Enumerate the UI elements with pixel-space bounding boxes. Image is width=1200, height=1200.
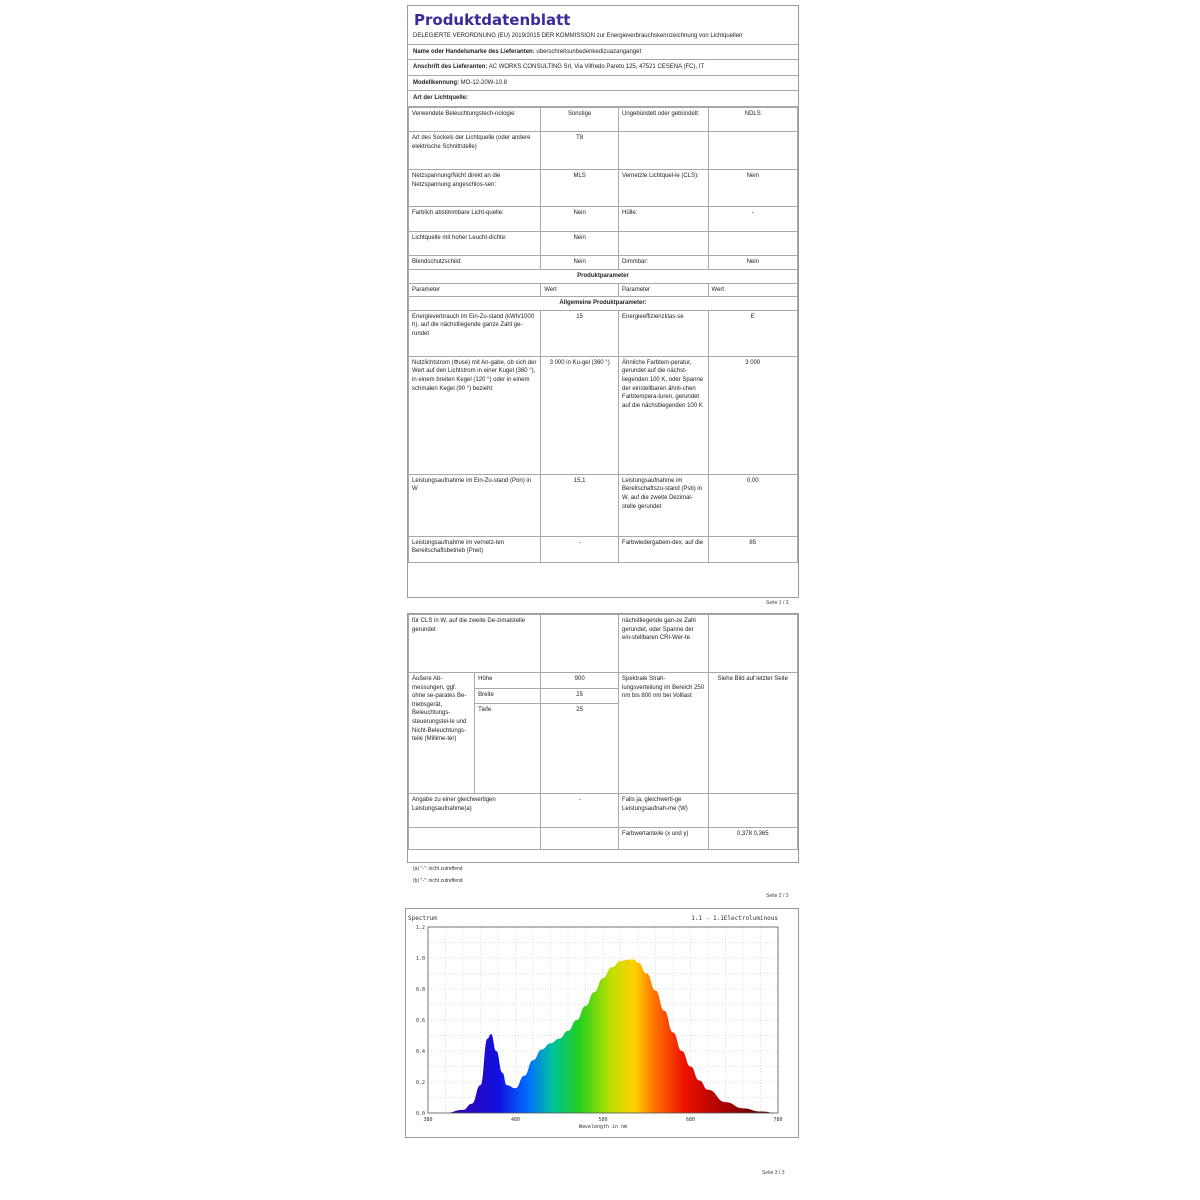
params-table-continued xyxy=(408,614,798,850)
param-header-4: Wert xyxy=(708,283,797,297)
supplier-name-label: Name oder Handelsmarke des Lieferanten: xyxy=(413,48,535,55)
param-value: Nein xyxy=(541,255,619,269)
supplier-address-label: Anschrift des Lieferanten: xyxy=(413,64,488,71)
param-label: Blendschutzschild: xyxy=(409,255,541,269)
param-label: Farbwiedergabein-dex, auf die xyxy=(619,536,708,562)
x-tick-label: 480 xyxy=(510,1117,521,1123)
light-source-row xyxy=(409,169,798,206)
param-value: MLS xyxy=(541,169,619,206)
param-header-2: Wert xyxy=(541,283,619,297)
page-number-2: Seite 2 / 3 xyxy=(766,893,789,899)
spectrum-chart xyxy=(405,908,799,1138)
y-tick-label: 0.8 xyxy=(415,987,425,993)
param-value: - xyxy=(541,536,619,562)
spectral-value: Siehe Bild auf letzter Seite xyxy=(708,673,797,794)
x-tick-label: 380 xyxy=(423,1117,433,1123)
general-param-row xyxy=(409,310,798,356)
light-source-row xyxy=(409,206,798,231)
param-value xyxy=(708,231,797,255)
param-label: Leistungsaufnahme im vernetz-ten Bereitschaftsbetrieb (Pnet) xyxy=(409,536,541,562)
chromaticity-value: 0,378 0,365 xyxy=(708,828,797,850)
param-value: 15 xyxy=(541,310,619,356)
footnote-a: (a) "-": nicht zutreffend xyxy=(413,866,463,872)
dimension-value-width: 25 xyxy=(541,688,619,704)
param-label: Energieverbrauch im Ein-Zu-stand (kWh/1000 h), auf die nächstliegende ganze Zahl ge-rundet xyxy=(409,310,541,356)
param-label: Verwendete Beleuchtungstech-nologie: xyxy=(409,107,541,131)
light-source-row xyxy=(409,131,798,169)
x-axis-label: Wavelength in nm xyxy=(578,1124,628,1130)
light-source-row xyxy=(409,231,798,255)
general-params-heading: Allgemeine Produktparameter: xyxy=(409,297,798,311)
param-value: 0,00 xyxy=(708,474,797,536)
param-label xyxy=(619,131,708,169)
empty-cell xyxy=(409,828,541,850)
supplier-address-row xyxy=(408,60,798,76)
dimension-value-depth: 25 xyxy=(541,704,619,794)
general-param-row xyxy=(409,474,798,536)
param-label: Dimmbar: xyxy=(619,255,708,269)
y-tick-label: 0.6 xyxy=(415,1018,425,1024)
param-label: Hülle: xyxy=(619,206,708,231)
param-label: Leistungsaufnahme im Ein-Zu-stand (Pon) in W xyxy=(409,474,541,536)
supplier-name-value: uberschreitsunbedenkedizuazanganget xyxy=(536,48,642,55)
param-value: 85 xyxy=(708,536,797,562)
param-value: 15,1 xyxy=(541,474,619,536)
light-source-type-label: Art der Lichtquelle: xyxy=(408,91,798,107)
light-source-table xyxy=(408,107,798,563)
param-value: T8 xyxy=(541,131,619,169)
chart-annotation: 1.1 - 1.1Electroluminous xyxy=(691,915,778,922)
param-label: Ähnliche Farbtem-peratur, gerundet auf die nächst-liegenden 100 K, oder Spanne der einstellbaren ähnli-chen Farbtempera-turen, gerundet auf die nächstliegenden 100 K xyxy=(619,356,708,474)
footnote-b: (b) "-": nicht zutreffend xyxy=(413,878,463,884)
param-label: Vernetzte Lichtquel-le (CLS): xyxy=(619,169,708,206)
param-value: Nein xyxy=(541,231,619,255)
cls-power-label: für CLS in W, auf die zweite De-zimalstelle gerundet xyxy=(409,615,541,673)
param-value: E xyxy=(708,310,797,356)
y-axis-label: Spectrum xyxy=(408,915,437,922)
dimension-name-height: Höhe xyxy=(475,673,541,689)
model-label: Modellkennung: xyxy=(413,79,459,86)
equivalent-power2-label: Falls ja, gleichwerti-ge Leistungsaufnah-me (W) xyxy=(619,794,708,828)
page-title: Produktdatenblatt xyxy=(414,11,571,29)
param-label: Farblich abstimmbare Licht-quelle: xyxy=(409,206,541,231)
supplier-name-row xyxy=(408,45,798,61)
light-source-row xyxy=(409,107,798,131)
y-tick-label: 1.2 xyxy=(415,925,425,931)
spectrum-chart-svg xyxy=(406,909,798,1137)
model-row xyxy=(408,76,798,92)
datasheet-page-1 xyxy=(407,5,799,598)
equivalent-power-value: - xyxy=(541,794,619,828)
spectrum-area xyxy=(446,960,779,1113)
equivalent-power-label: Angabe zu einer gleichwertigen Leistungsaufnahme(a) xyxy=(409,794,541,828)
param-value xyxy=(708,131,797,169)
light-source-row xyxy=(409,255,798,269)
cri-value xyxy=(708,615,797,673)
param-label: Ungebündelt oder gebündelt: xyxy=(619,107,708,131)
dimension-name-depth: Tiefe xyxy=(475,704,541,794)
x-tick-label: 580 xyxy=(598,1117,608,1123)
param-label: Leistungsaufnahme im Bereitschaftszu-stand (Psb) in W, auf die zweite Dezimal-stelle gerundet xyxy=(619,474,708,536)
general-param-row xyxy=(409,536,798,562)
y-tick-label: 0.2 xyxy=(415,1080,425,1086)
dimension-name-width: Breite xyxy=(475,688,541,704)
param-value: - xyxy=(708,206,797,231)
param-label: Nutzlichtstrom (Φuse) mit An-gabe, ob sich der Wert auf den Lichtstrom in einer Kugel (360 °), in einem breiten Kegel (120 °) oder in einem schmalen Kegel (90 °) bezieht xyxy=(409,356,541,474)
y-tick-label: 0.4 xyxy=(415,1049,425,1055)
page-number-3: Seite 3 / 3 xyxy=(762,1170,785,1176)
param-value: Nein xyxy=(708,255,797,269)
param-label: Art des Sockels der Lichtquelle (oder andere elektrische Schnittstelle) xyxy=(409,131,541,169)
param-value: 3 000 in Ku-gel (360 °) xyxy=(541,356,619,474)
param-value: NDLS xyxy=(708,107,797,131)
param-value: 3 000 xyxy=(708,356,797,474)
param-value: Nein xyxy=(541,206,619,231)
param-header-3: Parameter xyxy=(619,283,708,297)
supplier-address-value: AC WORKS CONSULTING Srl, Via Vilfredo Pareto 125, 47521 CESENA (FC), IT xyxy=(488,64,705,71)
x-tick-label: 680 xyxy=(685,1117,696,1123)
y-tick-label: 1.0 xyxy=(415,956,425,962)
dimension-value-height: 900 xyxy=(541,673,619,689)
product-params-heading: Produktparameter xyxy=(409,269,798,283)
param-label: Lichtquelle mit hoher Leucht-dichte: xyxy=(409,231,541,255)
x-tick-label: 780 xyxy=(773,1117,783,1123)
cri-label: nächstliegende gan-ze Zahl gerundet, oder Spanne der ein-stellbaren CRI-Wer-te xyxy=(619,615,708,673)
datasheet-page-2 xyxy=(407,613,799,863)
model-value: MO-12-20W-10.8 xyxy=(460,79,507,86)
regulation-intro: DELEGIERTE VERORDNUNG (EU) 2019/2015 DER KOMMISSION zur Energieverbrauchskennzeichnung von Lichtquellen xyxy=(408,31,798,45)
param-header-1: Parameter xyxy=(409,283,541,297)
general-param-row xyxy=(409,356,798,474)
cls-power-value xyxy=(541,615,619,673)
param-label: Energieeffizienzklas-se xyxy=(619,310,708,356)
param-label: Netzspannung/Nicht direkt an die Netzspannung angeschlos-sen: xyxy=(409,169,541,206)
spectral-label: Spektrale Strah-lungsverteilung im Bereich 250 nm bis 800 nm bei Volllast xyxy=(619,673,708,794)
chromaticity-label: Farbwertanteile (x und y) xyxy=(619,828,708,850)
empty-cell xyxy=(541,828,619,850)
param-value: Nein xyxy=(708,169,797,206)
page-number-1: Seite 1 / 3 xyxy=(766,600,789,606)
dimensions-label: Äußere Ab-messungen, ggf. ohne se-parates Be-triebsgerät, Beleuchtungs-steuerungstei-le und Nicht-Beleuchtungs-teile (Millime-ter) xyxy=(409,673,475,794)
param-value: Sonstige xyxy=(541,107,619,131)
y-tick-label: 0.0 xyxy=(415,1111,425,1117)
param-label xyxy=(619,231,708,255)
equivalent-power2-value xyxy=(708,794,797,828)
